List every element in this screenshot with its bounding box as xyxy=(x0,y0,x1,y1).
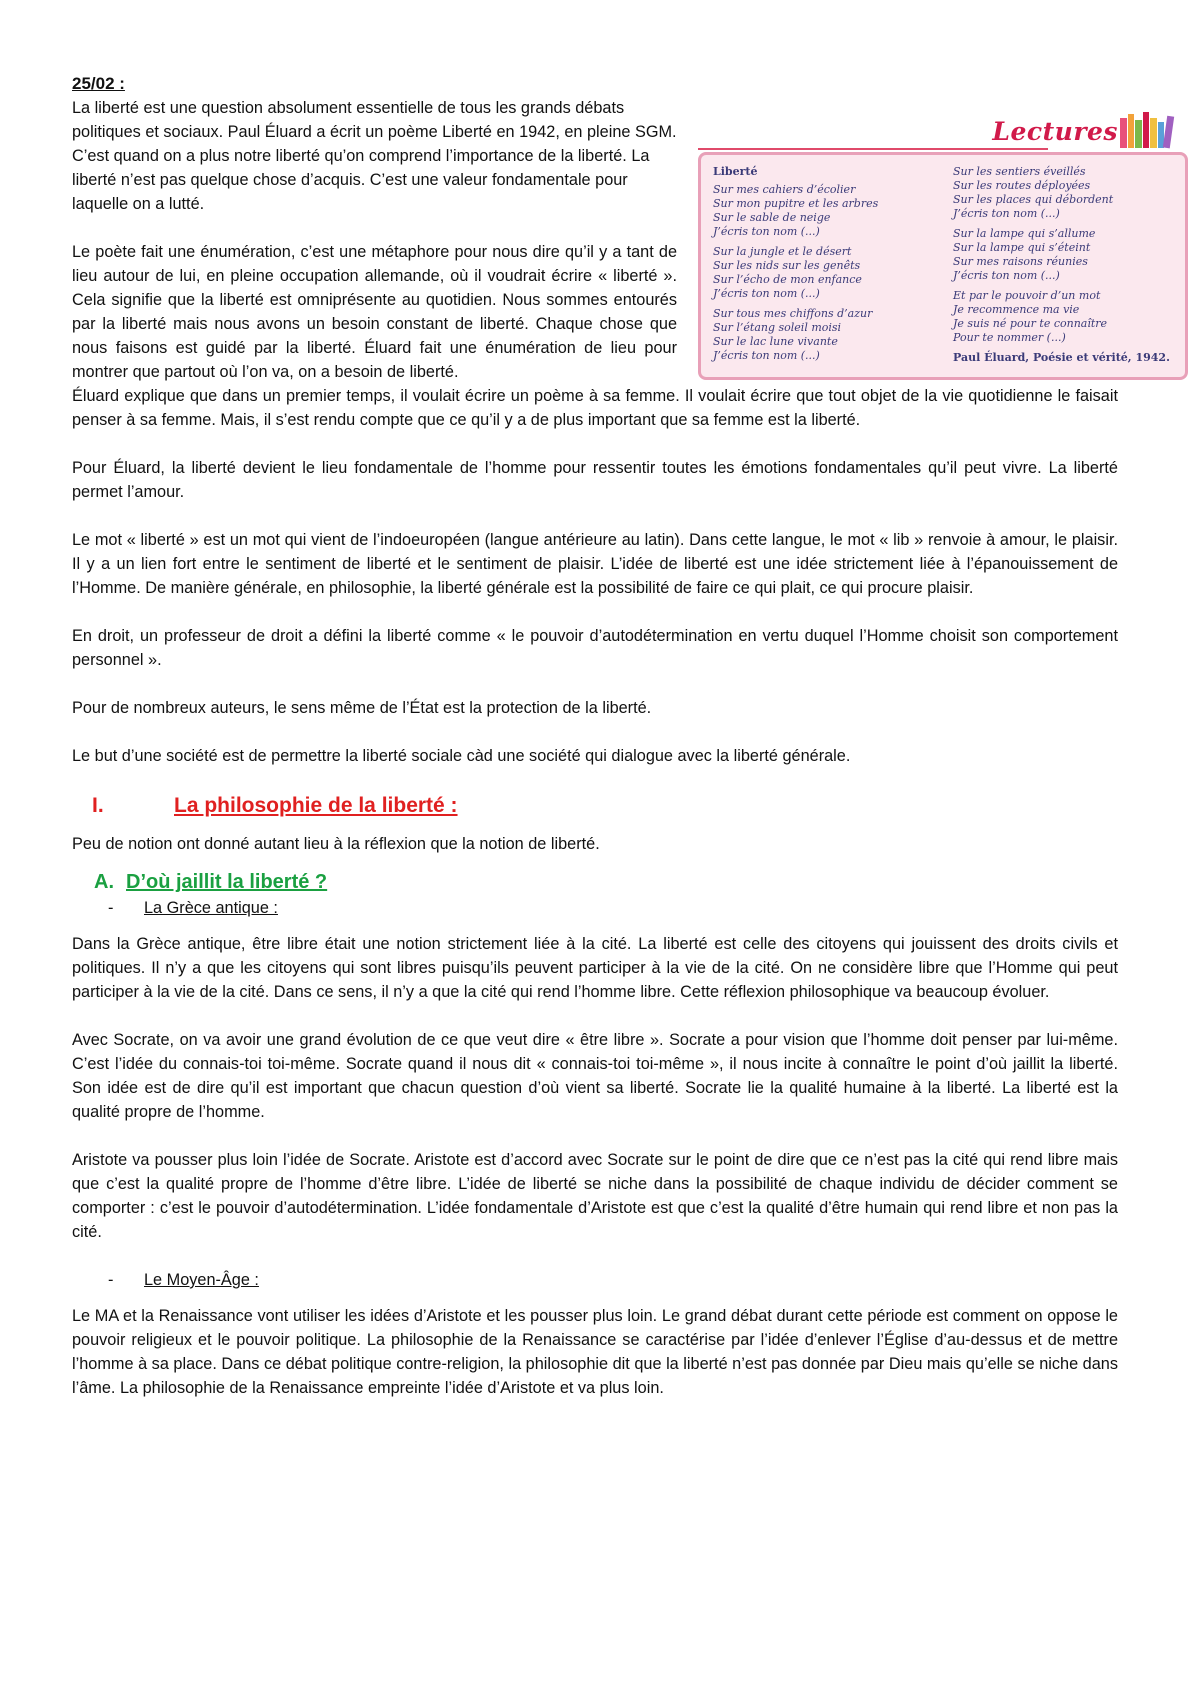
poem-line: Sur le sable de neige xyxy=(713,211,831,224)
poem-line: Sur la lampe qui s’allume xyxy=(953,227,1096,240)
poem-line: Sur la jungle et le désert xyxy=(713,245,852,258)
list-item-grece xyxy=(72,896,1118,920)
grece-paragraph-3: Aristote va pousser plus loin l’idée de Socrate. Aristote est d’accord avec Socrate sur le point de dire que ce n’est pas la cité qui rend libre mais que c’est la qualité propre de l’homme d’être libre. L’idée de liberté se niche dans la possibilité de chaque individu de décider comment se comporter : c’est le pouvoir d’autodétermination. L’idée fondamentale d’Aristote est que c’est la qualité d’être humain qui rend libre et non pas la cité. xyxy=(72,1151,1118,1241)
grece-paragraph-2: Avec Socrate, on va avoir une grand évolution de ce que veut dire « être libre ». Socrate a pour vision que l’homme doit penser par lui-même. C’est l’idée du connais-toi toi-même. Socrate quand il nous dit « connais-toi toi-même », il nous incite à connaître le point d’où jaillit la liberté. Son idée est de dire qu’il est important que chacun question d’où vient sa liberté. Socrate lie la qualité humaine à la liberté. La liberté est la qualité propre de l’homme. xyxy=(72,1031,1118,1121)
section-title: La philosophie de la liberté : xyxy=(174,794,458,817)
lectures-inset xyxy=(698,108,1188,380)
subsection-heading-a xyxy=(72,868,1118,896)
poem-line: Sur tous mes chiffons d’azur xyxy=(713,307,873,320)
poem-line: J’écris ton nom (...) xyxy=(953,269,1060,282)
grece-label: La Grèce antique : xyxy=(144,899,278,917)
poem-line: Et par le pouvoir d’un mot xyxy=(953,289,1101,302)
poem-stanza xyxy=(713,245,933,301)
poem-line: Sur mes raisons réunies xyxy=(953,255,1088,268)
poem-line: Sur les routes déployées xyxy=(953,179,1091,192)
poem-stanza xyxy=(953,227,1173,283)
lectures-header xyxy=(698,108,1188,154)
poem-box xyxy=(698,152,1188,380)
paragraph-en-droit: En droit, un professeur de droit a défini la liberté comme « le pouvoir d’autodétermination en vertu duquel l’Homme choisit son comportement personnel ». xyxy=(72,627,1118,669)
poem-line: Sur l’écho de mon enfance xyxy=(713,273,862,286)
poem-line: Sur la lampe qui s’éteint xyxy=(953,241,1091,254)
poem-line: Pour te nommer (...) xyxy=(953,331,1066,344)
poem-line: J’écris ton nom (...) xyxy=(713,287,820,300)
poem-stanza xyxy=(953,165,1173,221)
poem-stanza xyxy=(713,183,933,239)
poem-line: Sur le lac lune vivante xyxy=(713,335,838,348)
paragraph-but-societe: Le but d’une société est de permettre la liberté sociale càd une société qui dialogue avec la liberté générale. xyxy=(72,747,851,765)
moyen-age-paragraph-1: Le MA et la Renaissance vont utiliser les idées d’Aristote et les pousser plus loin. Le grand débat durant cette période est comment on oppose le pouvoir religieux et le pouvoir politique. La philosophie de la Renaissance se caractérise par l’idée d’enlever l’Église d’au-dessus et de mettre l’homme à sa place. Dans ce débat politique contre-religion, la philosophie dit que la liberté n’est pas donnée par Dieu mais qu’elle se niche dans l’âme. La philosophie de la Renaissance empreinte l’idée d’Aristote et va plus loin. xyxy=(72,1307,1118,1397)
date-heading: 25/02 : xyxy=(72,74,125,93)
poem-line: Sur les places qui débordent xyxy=(953,193,1114,206)
moyen-age-label: Le Moyen-Âge : xyxy=(144,1271,259,1289)
subsection-number: A. xyxy=(94,871,114,893)
poem-line: Sur les nids sur les genêts xyxy=(713,259,861,272)
intro-paragraph-2: Le poète fait une énumération, c’est une métaphore pour nous dire qu’il y a tant de lieu autour de lui, en pleine occupation allemande, où il voudrait écrire « liberté ». Cela signifie que la liberté est omniprésente au quotidien. Nous sommes entourés par la liberté mais nous avons un besoin constant de liberté. Chaque chose que nous faisons est guidé par la liberté. Éluard fait une énumération de lieu pour montrer que partout où l’on va, on a besoin de liberté. xyxy=(72,243,677,381)
section-heading-1 xyxy=(72,792,1118,820)
poem-line: Sur l’étang soleil moisi xyxy=(713,321,842,334)
poem-author: Paul Éluard, Poésie et vérité, 1942. xyxy=(953,351,1170,364)
grece-paragraph-1: Dans la Grèce antique, être libre était une notion strictement liée à la cité. La liberté est celle des citoyens qui jouissent des droits civils et politiques. Il n’y a que les citoyens qui sont libres puisqu’ils peuvent participer à la vie de la cité. On ne considère libre que l’Homme qui peut participer à la vie de la cité. Dans ce sens, il n’y a que la cité qui rend l’homme libre. Cette réflexion philosophique va beaucoup évoluer. xyxy=(72,935,1118,1001)
poem-line: Sur les sentiers éveillés xyxy=(953,165,1086,178)
poem-line: Je recommence ma vie xyxy=(953,303,1080,316)
dash-marker: - xyxy=(108,899,114,917)
intro-paragraph-1: La liberté est une question absolument essentielle de tous les grands débats politiques et sociaux. Paul Éluard a écrit un poème Liberté en 1942, en pleine SGM. C’est quand on a plus notre liberté qu’on comprend l’importance de la liberté. La liberté n’est pas quelque chose d’acquis. C’est une valeur fondamentale pour laquelle on a lutté. xyxy=(72,99,677,213)
poem-line: Sur mes cahiers d’écolier xyxy=(713,183,856,196)
poem-stanza xyxy=(713,307,933,363)
section-number: I. xyxy=(92,794,104,817)
poem-stanza xyxy=(953,289,1173,345)
paragraph-lieu-fondamental: Pour Éluard, la liberté devient le lieu fondamentale de l’homme pour ressentir toutes les émotions fondamentales qu’il peut vivre. La liberté permet l’amour. xyxy=(72,459,1118,501)
poem-left-column xyxy=(713,165,933,369)
poem-line: J’écris ton nom (...) xyxy=(953,207,1060,220)
section-intro: Peu de notion ont donné autant lieu à la réflexion que la notion de liberté. xyxy=(72,835,600,853)
paragraph-auteurs: Pour de nombreux auteurs, le sens même de l’État est la protection de la liberté. xyxy=(72,699,652,717)
poem-line: J’écris ton nom (...) xyxy=(713,225,820,238)
paragraph-eluard-femme: Éluard explique que dans un premier temps, il voulait écrire un poème à sa femme. Il voulait écrire que tout objet de la vie quotidienne le faisait penser à sa femme. Mais, il s’est rendu compte que ce qu’il y a de plus important que sa femme est la liberté. xyxy=(72,387,1118,429)
poem-title: Liberté xyxy=(713,165,758,178)
poem-line: Sur mon pupitre et les arbres xyxy=(713,197,879,210)
poem-line: J’écris ton nom (...) xyxy=(713,349,820,362)
lectures-divider xyxy=(698,148,1048,150)
dash-marker: - xyxy=(108,1271,114,1289)
poem-line: Je suis né pour te connaître xyxy=(953,317,1108,330)
lectures-title: Lectures xyxy=(992,117,1118,146)
books-icon xyxy=(1118,110,1180,150)
list-item-moyen-age xyxy=(72,1268,1118,1292)
paragraph-mot-liberte: Le mot « liberté » est un mot qui vient de l’indoeuropéen (langue antérieure au latin). Dans cette langue, le mot « lib » renvoie à amour, le plaisir. Il y a un lien fort entre le sentiment de liberté et le sentiment de plaisir. L’idée de liberté est une idée strictement liée à l’épanouissement de l’Homme. De manière générale, en philosophie, la liberté générale est la possibilité de faire ce qui plait, ce qui procure plaisir. xyxy=(72,531,1118,597)
poem-right-column xyxy=(953,165,1173,369)
subsection-title: D’où jaillit la liberté ? xyxy=(126,871,328,893)
